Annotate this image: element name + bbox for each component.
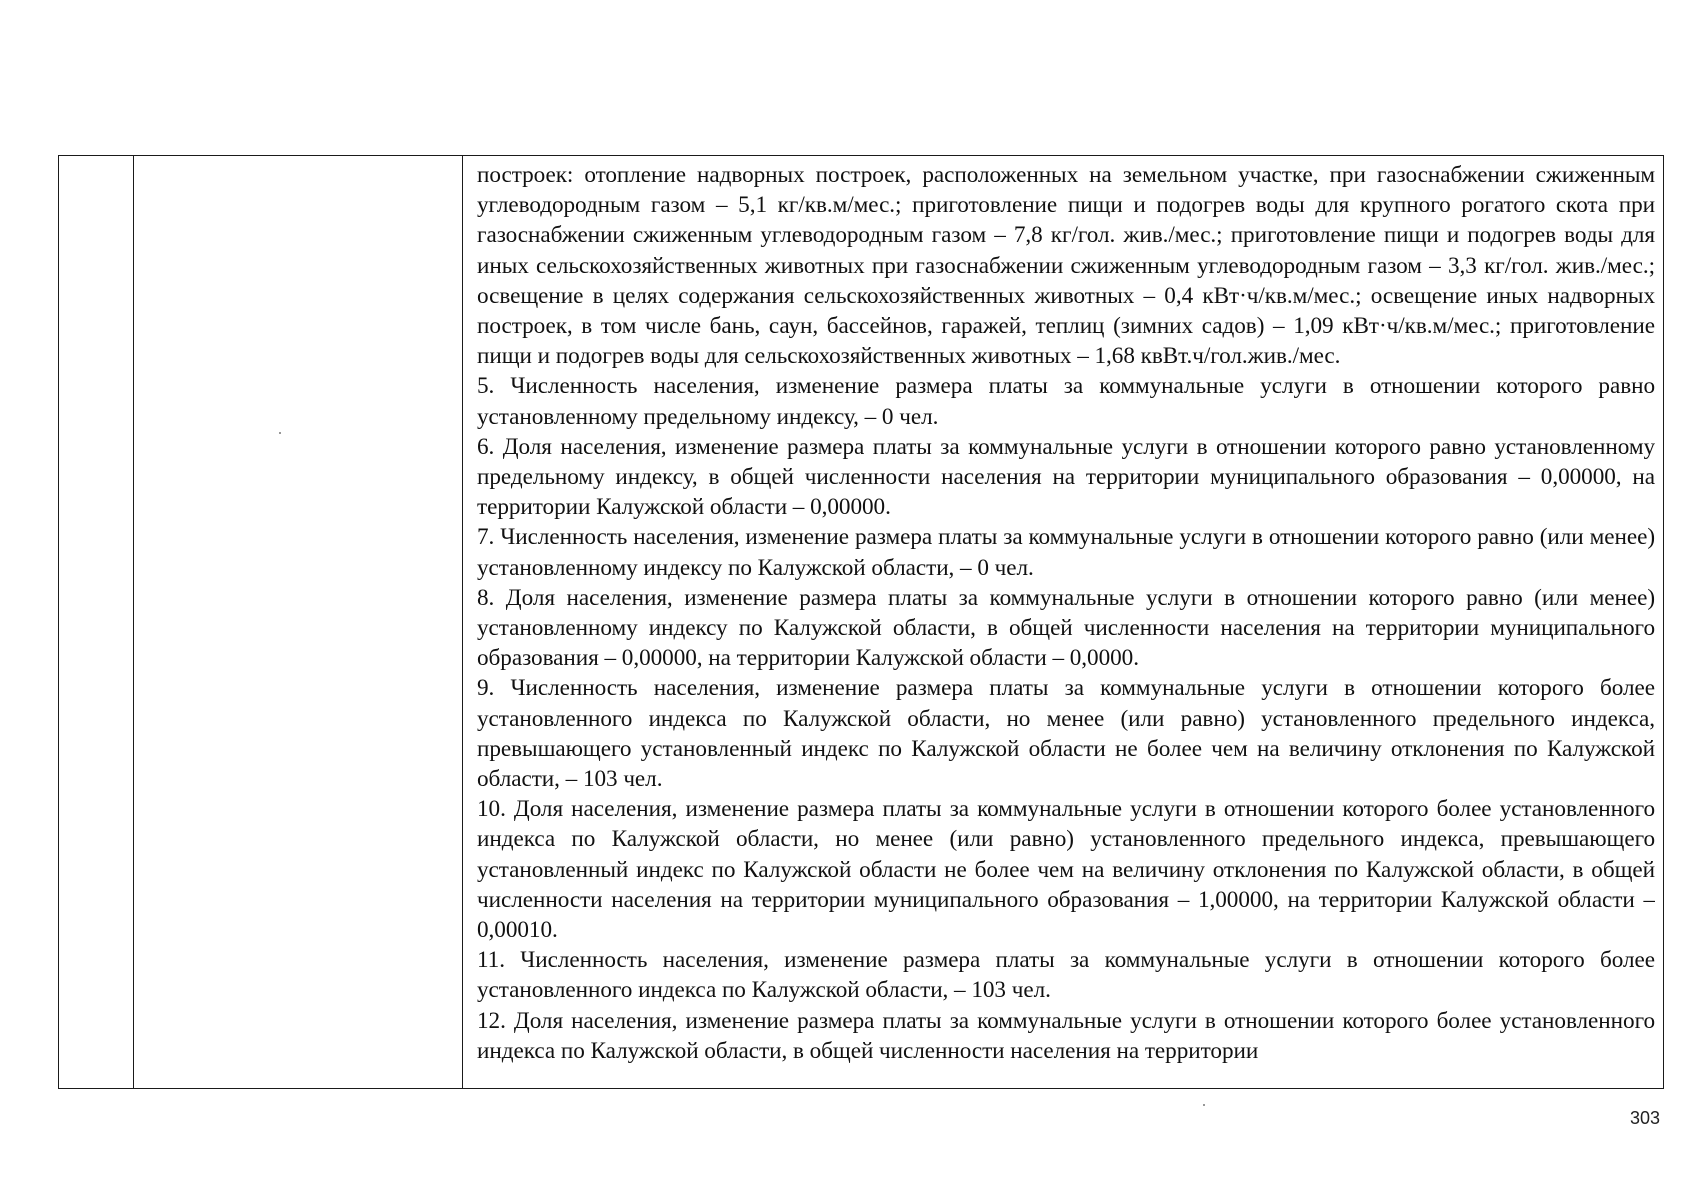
paragraph-item-7: 7. Численность населения, изменение размера платы за коммунальные услуги в отношении которого равно (или менее) установленному индексу по Калужской области, – 0 чел. bbox=[477, 524, 1655, 581]
page-number: 303 bbox=[1629, 1108, 1660, 1128]
paragraph-item-6: 6. Доля населения, изменение размера платы за коммунальные услуги в отношении которого равно установленному предельному индексу, в общей численности населения на территории муниципального образования – 0,00000, на территории Калужской области – 0,00000. bbox=[477, 433, 1655, 521]
document-table bbox=[58, 155, 1664, 1089]
paragraph-item-9: 9. Численность населения, изменение размера платы за коммунальные услуги в отношении которого более установленного индекса по Калужской области, но менее (или равно) установленного предельного индекса, превышающего установленный индекс по Калужской области не более чем на величину отклонения по Калужской области, – 103 чел. bbox=[477, 675, 1655, 793]
paragraph-continuation: построек: отопление надворных построек, расположенных на земельном участке, при газоснабжении сжиженным углеводородным газом – 5,1 кг/кв.м/мес.; приготовление пищи и подогрев воды для крупного рогатого скота при газоснабжении сжиженным углеводородным газом – 7,8 кг/гол. жив./мес.; приготовление пищи и подогрев воды для иных сельскохозяйственных животных при газоснабжении сжиженным углеводородным газом – 3,3 кг/гол. жив./мес.; освещение в целях содержания сельскохозяйственных животных – 0,4 кВт·ч/кв.м/мес.; освещение иных надворных построек, в том числе бань, саун, бассейнов, гаражей, теплиц (зимних садов) – 1,09 кВт·ч/кв.м/мес.; приготовление пищи и подогрев воды для сельскохозяйственных животных – 1,68 квВт.ч/гол.жив./мес. bbox=[477, 162, 1655, 370]
scan-speck bbox=[279, 432, 281, 434]
table-column-divider bbox=[462, 156, 463, 1088]
paragraph-item-10: 10. Доля населения, изменение размера платы за коммунальные услуги в отношении которого более установленного индекса по Калужской области, но менее (или равно) установленного предельного индекса, превышающего установленный индекс по Калужской области не более чем на величину отклонения по Калужской области, в общей численности населения на территории муниципального образования – 1,00000, на территории Калужской области – 0,00010. bbox=[477, 796, 1655, 944]
paragraph-item-8: 8. Доля населения, изменение размера платы за коммунальные услуги в отношении которого равно (или менее) установленному индексу по Калужской области, в общей численности населения на территории муниципального образования – 0,00000, на территории Калужской области – 0,0000. bbox=[477, 584, 1655, 672]
paragraph-item-5: 5. Численность населения, изменение размера платы за коммунальные услуги в отношении которого равно установленному предельному индексу, – 0 чел. bbox=[477, 373, 1655, 430]
paragraph-item-12: 12. Доля населения, изменение размера платы за коммунальные услуги в отношении которого более установленного индекса по Калужской области, в общей численности населения на территории bbox=[477, 1007, 1655, 1064]
table-column-divider bbox=[133, 156, 134, 1088]
scan-speck bbox=[1203, 1104, 1205, 1106]
paragraph-item-11: 11. Численность населения, изменение размера платы за коммунальные услуги в отношении которого более установленного индекса по Калужской области, – 103 чел. bbox=[477, 947, 1655, 1004]
table-content-cell bbox=[477, 160, 1655, 1086]
